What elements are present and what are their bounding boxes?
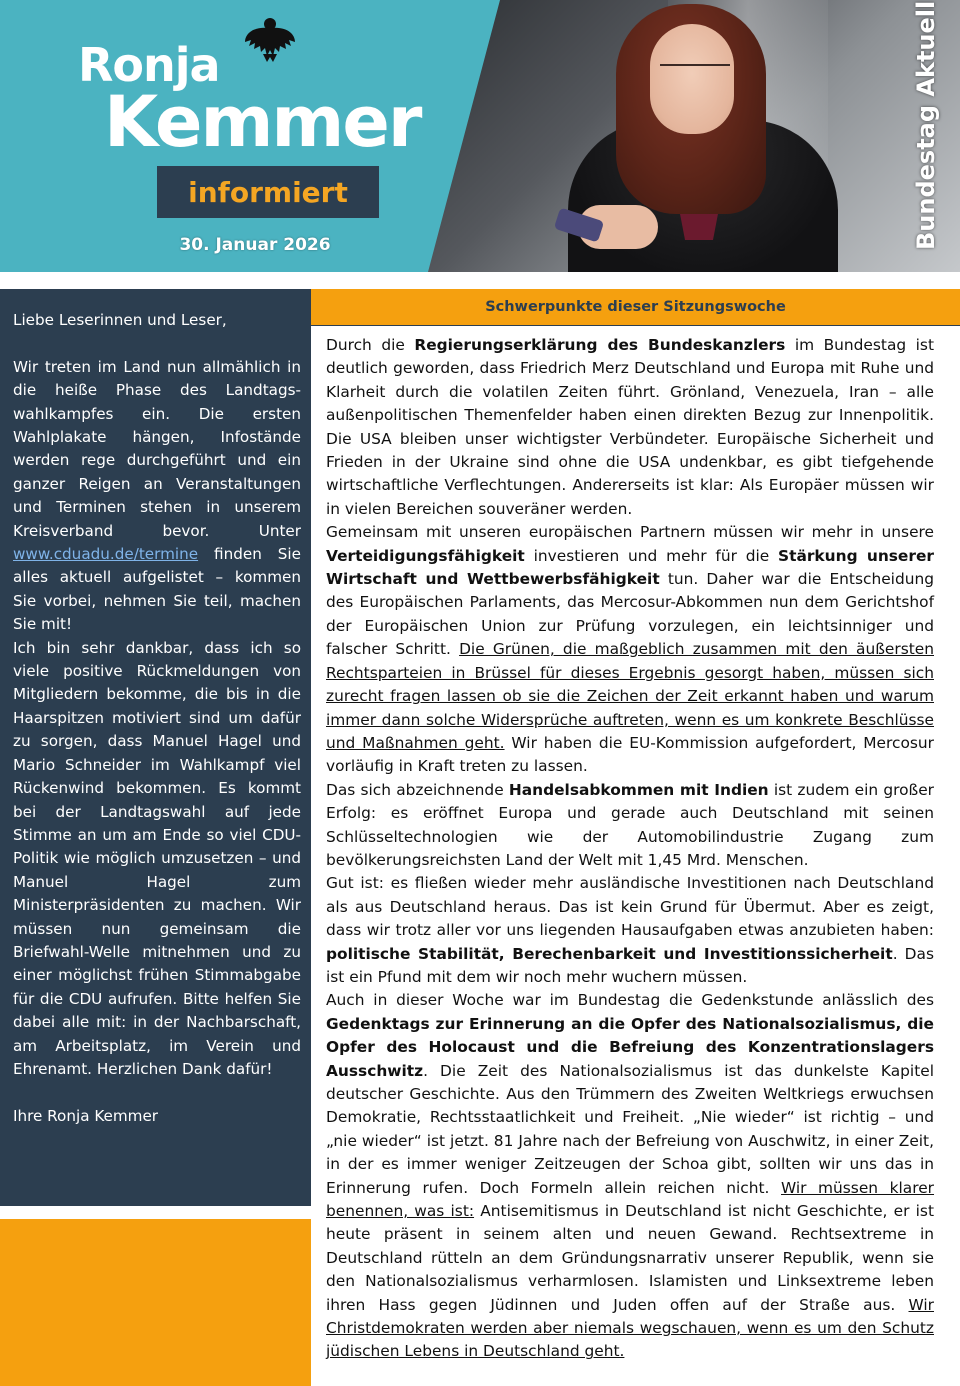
greeting: Liebe Leserinnen und Leser, bbox=[13, 311, 227, 329]
bold-text: Stärkung unserer Wirtschaft und Wettbewerbsfähigkeit bbox=[326, 546, 934, 589]
section-title: Schwerpunkte dieser Sitzungswoche bbox=[311, 289, 960, 326]
bold-text: Regierungserklärung des Bundeskanzlers bbox=[414, 336, 786, 354]
text-run: im Bundestag ist deutlich geworden, dass Friedrich Merz Deutschland und Europa mit Ruhe und Klarheit durch die volatilen Zeiten führt. Grönland, Venezuela, Iran – alle außenpolitischen Themenfelder haben einen direkten Bezug zur Innenpolitik. Die USA bleiben unser wichtigster Verbündeter. Europäische Sicherheit und Frieden in der Ukraine sind ohne die USA undenkbar, es gibt tiefgehende wirtschaftliche Verflechtungen. Andererseits ist klar: Als Europäer müssen wir in vielen Bereichen souveräner werden. bbox=[326, 336, 934, 518]
issue-date: 30. Januar 2026 bbox=[179, 235, 331, 255]
underlined-text: Die Grünen, die maßgeblich zusammen mit den äußersten Rechtsparteien in Brüssel für dieses Ergebnis gesorgt haben, müssen sich zurecht fragen lassen ob sie die Zeichen der Zeit erkannt haben und warum immer dann solche Widersprüche auftreten, wenn es um konkrete Beschlüsse und Maßnahmen geht. bbox=[326, 640, 934, 752]
text-run: Durch die bbox=[326, 336, 415, 354]
article-paragraph bbox=[326, 779, 934, 873]
bundestag-eagle-icon bbox=[243, 16, 297, 64]
text-run: . Das ist ein Pfund mit dem wir noch mehr wuchern müssen. bbox=[326, 944, 934, 986]
article-paragraph bbox=[326, 989, 934, 1364]
text-run: Gemeinsam mit unseren europäischen Partnern müssen wir mehr in unsere bbox=[326, 523, 934, 542]
article-paragraph bbox=[326, 872, 934, 989]
bold-text: Gedenktags zur Erinnerung an die Opfer des Nationalsozialismus, die Opfer des Holocaust und die Befreiung des Konzentrationslagers Ausschwitz bbox=[326, 1014, 934, 1080]
text-run: tun. Daher war die Entscheidung des Europäischen Parlaments, das Mercosur-Abkommen nun dem Gerichtshof der Europäischen Union zur Prüfung vorzulegen, ein leichtsinniger und falscher Schritt. bbox=[326, 570, 934, 659]
text-run: Antisemitismus in Deutschland ist nicht Geschichte, er ist heute präsent in seinem alten und neuen Gewand. Rechtsextreme in Deutschland rütteln an dem Gründungsnarrativ unserer Republik, wenn sie den Nationalsozialismus verharmlosen. Islamisten und Linksextreme leben ihren Hass gegen Jüdinnen und Juden offen auf der Straße aus. bbox=[326, 1202, 934, 1314]
text-run: . Die Zeit des Nationalsozialismus ist das dunkelste Kapitel deutscher Geschichte. Aus den Trümmern des Zweiten Weltkriegs erwuchsen Demokratie, Rechtsstaatlichkeit und Freiheit. „Nie wieder“ ist richtig – und „nie wieder“ ist jetzt. 81 Jahre nach der Befreiung von Auschwitz, in einer Zeit, in der es immer weniger Zeitzeugen der Schoa gibt, sollten wir uns das in Erinnerung rufen. Doch Formeln allein reichen nicht. bbox=[326, 1061, 934, 1197]
text-run: Wir haben die EU-Kommission aufgefordert, Mercosur vorläufig in Kraft treten zu lassen. bbox=[326, 733, 934, 776]
underlined-text: Wir Christdemokraten werden aber niemals wegschauen, wenn es um den Schutz jüdischen Lebens in Deutschland geht. bbox=[326, 1295, 934, 1361]
termine-link[interactable]: www.cduadu.de/termine bbox=[13, 545, 199, 564]
text-run: Gut ist: es fließen wieder mehr ausländische Investitionen nach Deutschland als aus Deutschland heraus. Das ist kein Grund für Übermut. Aber es zeigt, dass wir trotz aller vor uns liegenden Hausaufgaben etwas anzubieten haben: bbox=[326, 874, 934, 940]
editorial-sidebar bbox=[0, 289, 311, 1206]
informiert-badge: informiert bbox=[157, 166, 379, 218]
signature: Ihre Ronja Kemmer bbox=[13, 1106, 159, 1125]
vertical-section-label: Bundestag Aktuell bbox=[912, 0, 940, 250]
first-name: Ronja bbox=[78, 38, 220, 92]
portrait-photo bbox=[428, 0, 960, 272]
text-run: Das sich abzeichnende bbox=[326, 780, 509, 799]
article-paragraph bbox=[326, 521, 934, 778]
newsletter-header bbox=[0, 0, 960, 272]
main-article bbox=[326, 334, 934, 1364]
sidebar-orange-block bbox=[0, 1219, 311, 1386]
underlined-text: Wir müssen klarer benennen, was ist: bbox=[326, 1178, 935, 1221]
text-run: Auch in dieser Woche war im Bundestag die Gedenkstunde anlässlich des bbox=[326, 991, 934, 1010]
sidebar-paragraph-1: Wir treten im Land nun allmählich in die heiße Phase des Landtags-wahlkampfes ein. Die ersten Wahlplakate hängen, Infostände werden rege durchgeführt und ein ganzer Reigen an Veranstaltungen und Terminen stehen in unserem Kreisverband bevor. Unter www.cduadu.de/termine finden Sie alles aktuell aufgelistet – kommen Sie vorbei, nehmen Sie teil, machen Sie mit! bbox=[13, 357, 301, 634]
text-run: investieren und mehr für die bbox=[524, 546, 779, 565]
article-paragraph bbox=[326, 334, 934, 521]
bold-text: politische Stabilität, Berechenbarkeit und Investitionssicherheit bbox=[326, 944, 893, 963]
sidebar-paragraph-2: Ich bin sehr dankbar, dass ich so viele positive Rückmeldungen von Mitgliedern bekomme, die bis in die Haarspitzen motiviert sind um dafür zu sorgen, dass Manuel Hagel und Mario Schneider im Wahlkampf viel Rückenwind bekommen. Es kommt bei der Landtagswahl auf jede Stimme an um am Ende so viel CDU-Politik wie möglich umzusetzen – und Manuel Hagel zum Ministerpräsidenten zu machen. Wir müssen nun gemeinsam die Briefwahl-Welle mitnehmen und zu einer möglichst frühen Stimmabgabe für die CDU aufrufen. Bitte helfen Sie dabei alle mit: in der Nachbarschaft, am Arbeitsplatz, im Verein und Ehrenamt. Herzlichen Dank dafür! bbox=[13, 638, 301, 1078]
bold-text: Handelsabkommen mit Indien bbox=[508, 780, 769, 799]
bold-text: Verteidigungsfähigkeit bbox=[326, 546, 525, 565]
last-name: Kemmer bbox=[104, 81, 421, 163]
text-run: ist zudem ein großer Erfolg: es eröffnet Europa und gerade auch Deutschland mit seinen Schlüsseltechnologien wie der Automobilindustrie Zugang zum bevölkerungsreichsten Land der Welt mit 1,45 Mrd. Menschen. bbox=[326, 780, 934, 869]
